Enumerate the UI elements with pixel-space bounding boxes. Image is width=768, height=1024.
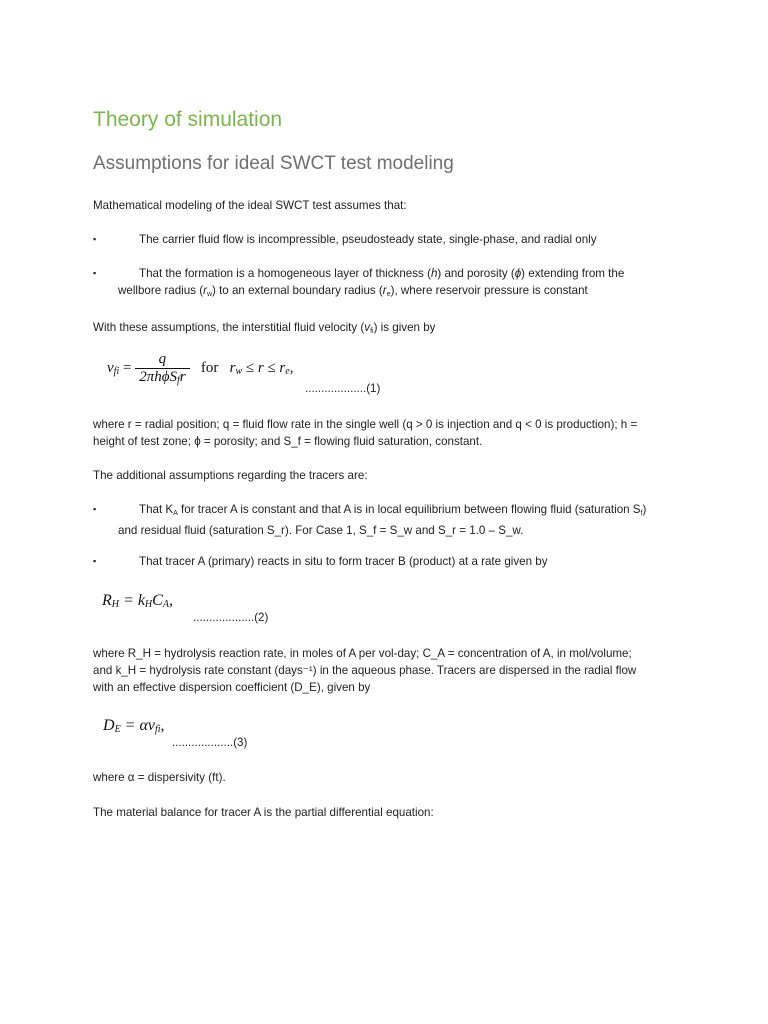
- bullet-marker: ▪: [93, 556, 97, 566]
- list-item-text: The carrier fluid flow is incompressible, pseudosteady state, single-phase, and radial only: [139, 233, 597, 246]
- list-item: [93, 231, 693, 248]
- bullet-marker: ▪: [93, 268, 97, 278]
- list-item: That $K_A$ for tracer A is constant and that A is in local equilibrium between flowing fluid (saturation $S_f$) and residual fluid (saturation S_r). For Case 1, S_f = S_w and S_r = 1.0 – S_w.: [118, 503, 647, 537]
- where-paragraph-2: where R_H = hydrolysis reaction rate, in moles of A per vol-day; C_A = concentration of A, in mol/volume; and k_H = hydrolysis rate constant (days⁻¹) in the aqueous phase. Tracers are dispersed in the radial flow with an effective dispersion coefficient (D_E), given by: [93, 647, 637, 694]
- tracers-intro: The additional assumptions regarding the tracers are:: [93, 469, 368, 482]
- page-title: Theory of simulation: [93, 108, 283, 131]
- equation-2-label: ...................(2): [193, 611, 269, 624]
- equation-3-label: ...................(3): [172, 736, 248, 749]
- bullet-marker: ▪: [93, 504, 97, 514]
- equation-3: $D_E = \alpha v_{fi}$,: [103, 717, 165, 735]
- equation-2: $R_H = k_HC_A$,: [102, 592, 173, 610]
- material-balance-paragraph: The material balance for tracer A is the partial differential equation:: [93, 806, 434, 819]
- where-paragraph-3: where α = dispersivity (ft).: [93, 771, 226, 784]
- intro-paragraph: Mathematical modeling of the ideal SWCT test assumes that:: [93, 199, 407, 212]
- list-item: That the formation is a homogeneous layer of thickness (h) and porosity (ϕ) extending from the wellbore radius $(r_w)$ to an external boundary radius $(r_e)$, where reservoir pressure is constant: [118, 267, 625, 298]
- equation-1-label: ...................(1): [305, 382, 381, 395]
- equation-1: $v_{fi}$ = $\frac{q}{2\pi h\phi S_fr}$ for $r_w \le r \le r_e$,: [107, 351, 294, 386]
- section-heading: Assumptions for ideal SWCT test modeling: [93, 153, 454, 174]
- velocity-intro: With these assumptions, the interstitial fluid velocity $(v_{fi})$ is given by: [93, 321, 436, 335]
- where-paragraph-1: where r = radial position; q = fluid flow rate in the single well (q > 0 is injection and q < 0 is production); h = height of test zone; ϕ = porosity; and S_f = flowing fluid saturation, constant.: [93, 418, 638, 448]
- list-item: That tracer A (primary) reacts in situ to form tracer B (product) at a rate given by: [139, 555, 548, 568]
- bullet-marker: ▪: [93, 234, 97, 244]
